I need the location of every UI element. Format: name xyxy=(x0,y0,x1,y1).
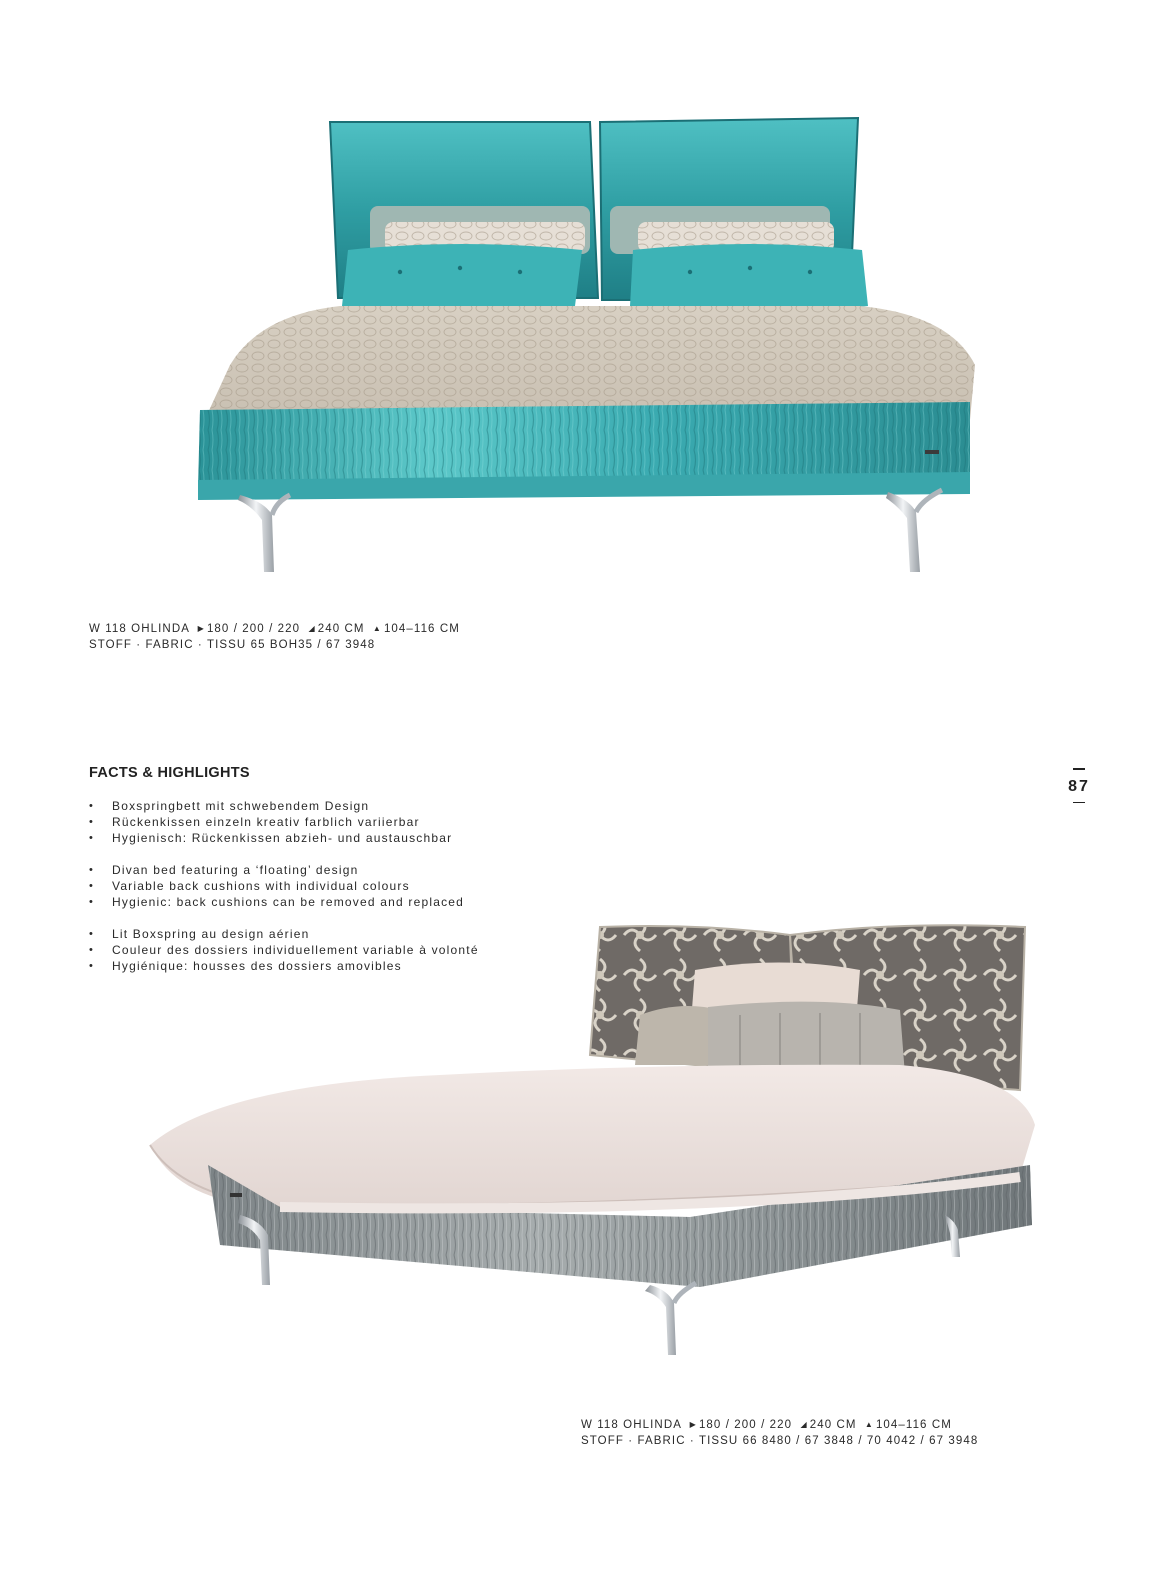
arrow-diagonal-icon: ◢ xyxy=(308,624,316,633)
page-number-block xyxy=(1059,768,1099,803)
arrow-up-icon: ▲ xyxy=(864,1420,874,1429)
facts-german xyxy=(89,798,479,846)
divider xyxy=(1073,802,1085,804)
page-number: 87 xyxy=(1068,777,1090,795)
facts-heading: FACTS & HIGHLIGHTS xyxy=(89,765,250,781)
caption-line-fabric: STOFF · FABRIC · TISSU 66 8480 / 67 3848 / 70 4042 / 67 3948 xyxy=(581,1435,979,1447)
length-value: 240 CM xyxy=(809,1419,857,1431)
list-item: • Lit Boxspring au design aérien xyxy=(89,926,479,942)
height-value: 104–116 CM xyxy=(875,1419,952,1431)
bed-image-grey xyxy=(140,915,1040,1365)
product-caption-top xyxy=(89,621,460,653)
length-value: 240 CM xyxy=(317,623,365,635)
caption-line-dimensions xyxy=(581,1417,978,1433)
arrow-diagonal-icon: ◢ xyxy=(800,1420,808,1429)
list-item: • Rückenkissen einzeln kreativ farblich variierbar xyxy=(89,814,479,830)
arrow-up-icon: ▲ xyxy=(372,624,382,633)
arrow-right-icon: ▶ xyxy=(197,624,205,633)
width-value: 180 / 200 / 220 xyxy=(206,623,301,635)
product-caption-bottom xyxy=(581,1417,978,1449)
model-name: W 118 OHLINDA xyxy=(89,623,190,635)
divider xyxy=(1073,768,1085,770)
list-item: • Hygienisch: Rückenkissen abzieh- und austauschbar xyxy=(89,830,479,846)
list-item: • Divan bed featuring a ‘floating’ design xyxy=(89,862,479,878)
facts-english xyxy=(89,862,479,910)
caption-line-dimensions xyxy=(89,621,460,637)
bed-image-teal xyxy=(170,110,1010,590)
width-value: 180 / 200 / 220 xyxy=(698,1419,793,1431)
list-item: • Hygiénique: housses des dossiers amovibles xyxy=(89,958,479,974)
list-item: • Boxspringbett mit schwebendem Design xyxy=(89,798,479,814)
caption-line-fabric: STOFF · FABRIC · TISSU 65 BOH35 / 67 3948 xyxy=(89,639,376,651)
model-name: W 118 OHLINDA xyxy=(581,1419,682,1431)
list-item: • Variable back cushions with individual colours xyxy=(89,878,479,894)
arrow-right-icon: ▶ xyxy=(689,1420,697,1429)
height-value: 104–116 CM xyxy=(383,623,460,635)
list-item: • Hygienic: back cushions can be removed and replaced xyxy=(89,894,479,910)
list-item: • Couleur des dossiers individuellement variable à volonté xyxy=(89,942,479,958)
